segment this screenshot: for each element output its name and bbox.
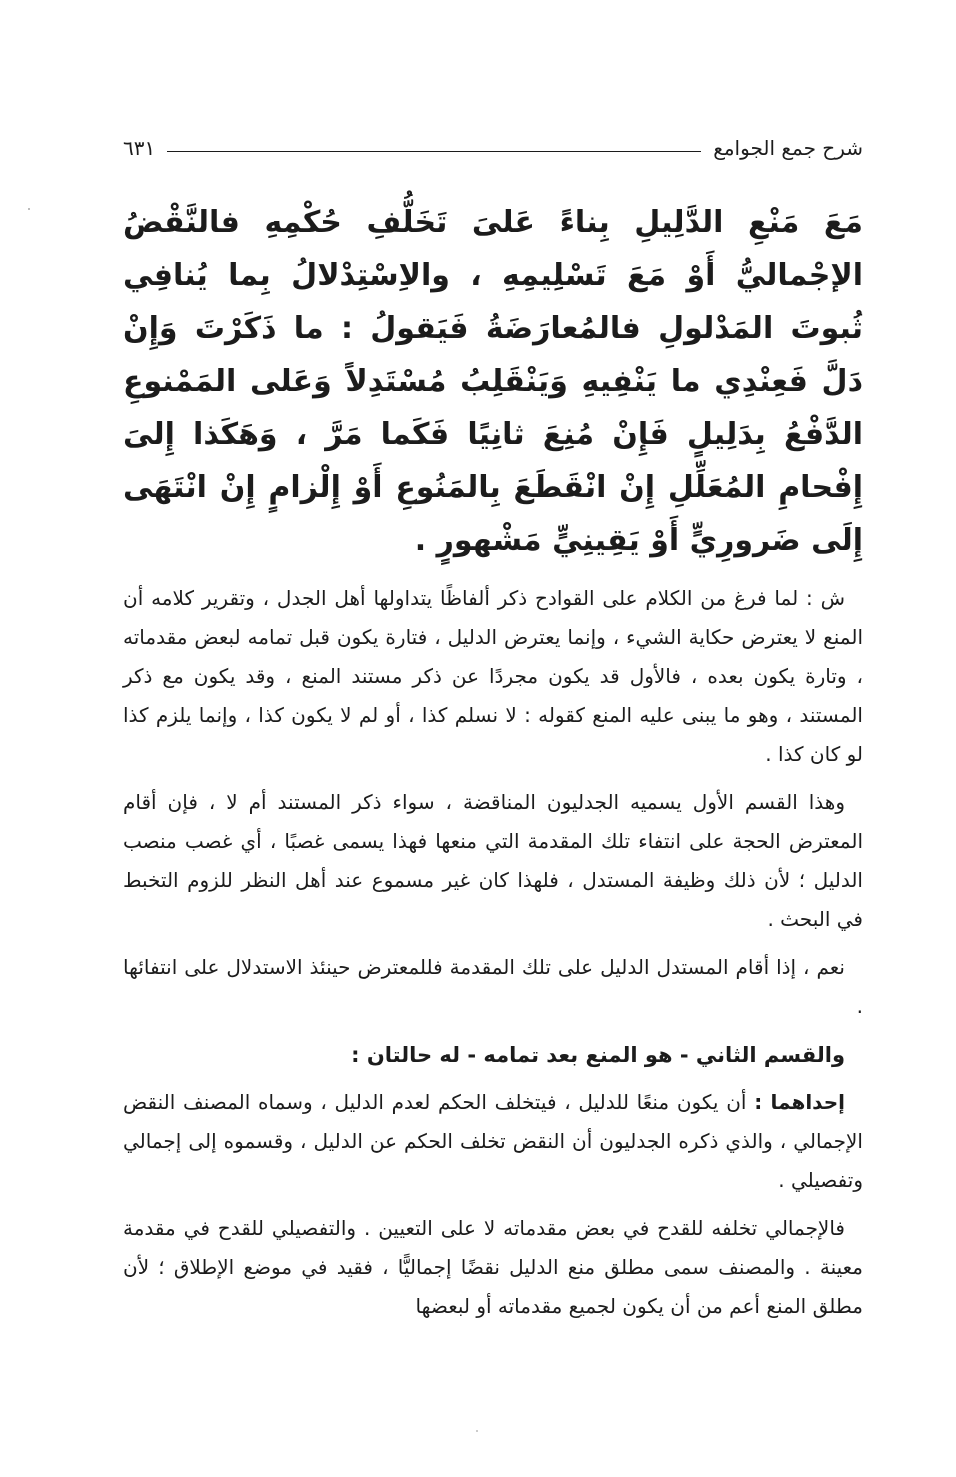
page-number: ٦٣١ xyxy=(123,136,156,160)
commentary-paragraph: وهذا القسم الأول يسميه الجدليون المناقضة ، سواء ذكر المستند أم لا ، فإن أقام المعترض الحجة على انتفاء تلك المقدمة التي منعها فهذا يسمى غصبًا ، أي غصب منصب الدليل ؛ لأن ذلك وظيفة المستدل ، فلهذا كان غير مسموع عند أهل النظر للزوم التخبط في البحث . xyxy=(123,790,863,931)
matn-text: مَعَ مَنْعِ الدَّلِيلِ بِناءً عَلىَ تَخَلُّفِ حُكْمِهِ فالنَّقْضُ الإجْماليُّ أَوْ مَعَ تَسْلِيمِهِ ، والاِسْتِدْلالُ بِما يُنافِي ثُبوتَ المَدْلولِ فالمُعارَضَةُ فَيَقولُ : ما ذَكَرْتَ وَإِنْ دَلَّ فَعِنْدِي ما يَنْفِيهِ وَيَنْقَلِبُ مُسْتَدِلاً وَعَلى المَمْنوعِ الدَّفْعُ بِدَلِيلٍ فَإِنْ مُنِعَ ثانِيًا فَكَما مَرَّ ، وَهَكَذا إِلىَ إِفْحامِ المُعَلِّلِ إِنْ انْقَطَعَ بِالمَنُوعِ أَوْ إِلْزامٍ إِنْ انْتَهَى إِلَى ضَرورِيٍّ أَوْ يَقِينِيٍّ مَشْهورٍ . xyxy=(123,205,863,558)
running-header xyxy=(123,128,863,168)
case-one-lead: إحداهما : xyxy=(754,1090,845,1114)
scan-speck xyxy=(476,1430,478,1432)
case-one-text: أن يكون منعًا للدليل ، فيتخلف الحكم لعدم الدليل ، وسماه المصنف النقض الإجمالي ، والذي ذكره الجدليون أن النقض تخلف الحكم عن الدليل ، وقسموه إلى إجمالي وتفصيلي . xyxy=(123,1090,863,1192)
commentary-paragraph: فالإجمالي تخلفه للقدح في بعض مقدماته لا على التعيين . والتفصيلي للقدح في مقدمة معينة . والمصنف سمى مطلق منع الدليل نقضًا إجماليًّا ، فقيد في موضع الإطلاق ؛ لأن مطلق المنع أعم من أن يكون لجميع مقدماته أو لبعضها xyxy=(123,1216,863,1318)
section-subheading: والقسم الثاني - هو المنع بعد تمامه - له حالتان : xyxy=(351,1043,845,1067)
running-title: شرح جمع الجوامع xyxy=(713,136,863,160)
case-one-paragraph xyxy=(123,1083,863,1200)
commentary-paragraph: ش : لما فرغ من الكلام على القوادح ذكر ألفاظًا يتداولها أهل الجدل ، وتقرير كلامه أن المنع لا يعترض حكاية الشيء ، وإنما يعترض الدليل ، فتارة يكون قبل تمامه لبعض مقدماته ، وتارة يكون بعده ، فالأول قد يكون مجردًا عن ذكر مستند المنع ، وقد يكون مع ذكر المستند ، وهو ما يبنى عليه المنع كقوله : لا نسلم كذا ، أو لم لا يكون كذا ، وإنما يلزم كذا لو كان كذا . xyxy=(123,586,863,766)
body-column xyxy=(123,196,863,1335)
commentary-paragraph: نعم ، إذا أقام المستدل الدليل على تلك المقدمة فللمعترض حينئذ الاستدلال على انتفائها . xyxy=(123,955,863,1018)
scan-speck xyxy=(28,208,30,210)
header-rule xyxy=(167,151,701,152)
